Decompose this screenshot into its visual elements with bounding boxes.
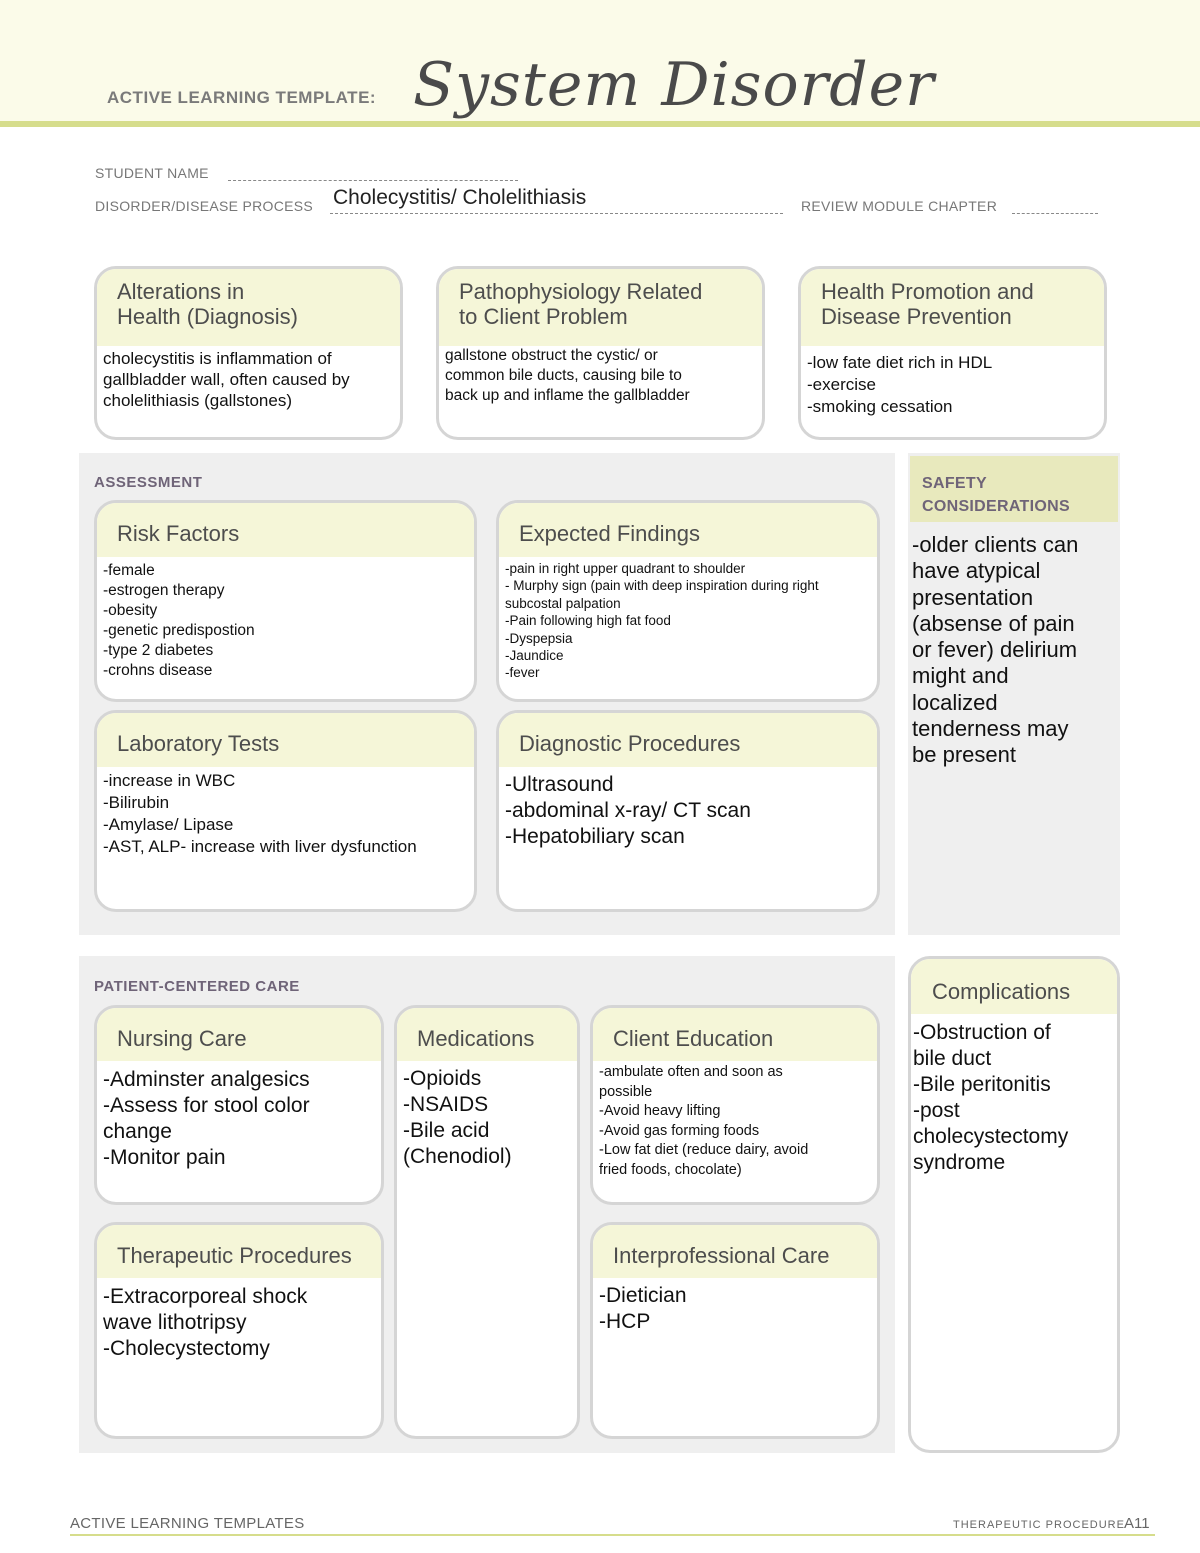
diagnostic-procedures-title: Diagnostic Procedures [499,713,877,767]
pathophysiology-title: Pathophysiology Related to Client Problem [439,269,762,346]
risk-factors-title: Risk Factors [97,503,474,557]
header-divider [0,121,1200,127]
client-education-title: Client Education [593,1008,877,1061]
therapeutic-procedures-card [94,1222,384,1439]
medications-body: -Opioids -NSAIDS -Bile acid (Chenodiol) [403,1067,512,1168]
footer-divider [70,1534,1155,1536]
therapeutic-procedures-body: -Extracorporeal shock wave lithotripsy -Cholecystectomy [103,1285,308,1360]
health-promotion-title: Health Promotion and Disease Prevention [801,269,1104,346]
student-name-label: STUDENT NAME [95,165,209,181]
risk-factors-card [94,500,477,702]
review-module-field[interactable] [1012,213,1098,214]
patient-centered-care-title: PATIENT-CENTERED CARE [94,978,300,995]
expected-findings-title: Expected Findings [499,503,877,557]
nursing-care-body: -Adminster analgesics -Assess for stool color change -Monitor pain [103,1068,310,1169]
alterations-card [94,266,403,440]
therapeutic-procedures-title: Therapeutic Procedures [97,1225,381,1278]
safety-title: SAFETY CONSIDERATIONS [910,456,1118,522]
diagnostic-procedures-card [496,710,880,912]
interprofessional-care-title: Interprofessional Care [593,1225,877,1278]
footer-section-label: THERAPEUTIC PROCEDURE [953,1519,1125,1531]
disorder-field-line [330,213,783,214]
laboratory-tests-card [94,710,477,912]
assessment-title: ASSESSMENT [94,474,203,491]
disorder-label: DISORDER/DISEASE PROCESS [95,198,314,214]
client-education-card [590,1005,880,1205]
interprofessional-care-card [590,1222,880,1439]
laboratory-tests-body: -increase in WBC -Bilirubin -Amylase/ Lipase -AST, ALP- increase with liver dysfunction [103,771,417,856]
client-education-body: -ambulate often and soon as possible -Avoid heavy lifting -Avoid gas forming foods -Low fat diet (reduce dairy, avoid fried foods, chocolate) [599,1064,809,1178]
medications-title: Medications [397,1008,577,1061]
health-promotion-body: -low fate diet rich in HDL -exercise -smoking cessation [807,353,993,416]
nursing-care-title: Nursing Care [97,1008,381,1061]
safety-body: -older clients can have atypical presentation (absense of pain or fever) delirium might and localized tenderness may be present [912,532,1079,768]
laboratory-tests-title: Laboratory Tests [97,713,474,767]
pathophysiology-card [436,266,765,440]
review-module-label: REVIEW MODULE CHAPTER [801,198,998,214]
diagnostic-procedures-body: -Ultrasound -abdominal x-ray/ CT scan -Hepatobiliary scan [505,773,751,848]
complications-title: Complications [911,959,1117,1014]
medications-card [394,1005,580,1439]
nursing-care-card [94,1005,384,1205]
page-number: A11 [1124,1515,1150,1532]
complications-body: -Obstruction of bile duct -Bile peritonitis -post cholecystectomy syndrome [913,1021,1069,1174]
risk-factors-body: -female -estrogen therapy -obesity -genetic predispostion -type 2 diabetes -crohns disease [103,562,255,679]
footer-label: ACTIVE LEARNING TEMPLATES [70,1515,305,1532]
alterations-title: Alterations in Health (Diagnosis) [97,269,400,346]
expected-findings-card [496,500,880,702]
page-title: System Disorder [413,50,935,120]
health-promotion-card [798,266,1107,440]
disorder-field[interactable]: Cholecystitis/ Cholelithiasis [333,186,587,209]
expected-findings-body: -pain in right upper quadrant to shoulder - Murphy sign (pain with deep inspiration during right subcostal palpation -Pain following high fat food -Dyspepsia -Jaundice -fever [505,561,819,681]
student-name-field[interactable] [228,180,518,181]
pathophysiology-body: gallstone obstruct the cystic/ or common bile ducts, causing bile to back up and inflame the gallbladder [445,347,690,404]
complications-card [908,956,1120,1453]
interprofessional-care-body: -Dietician -HCP [599,1284,687,1333]
template-label: ACTIVE LEARNING TEMPLATE: [107,88,377,107]
alterations-body: cholecystitis is inflammation of gallbladder wall, often caused by cholelithiasis (gallstones) [103,349,350,410]
